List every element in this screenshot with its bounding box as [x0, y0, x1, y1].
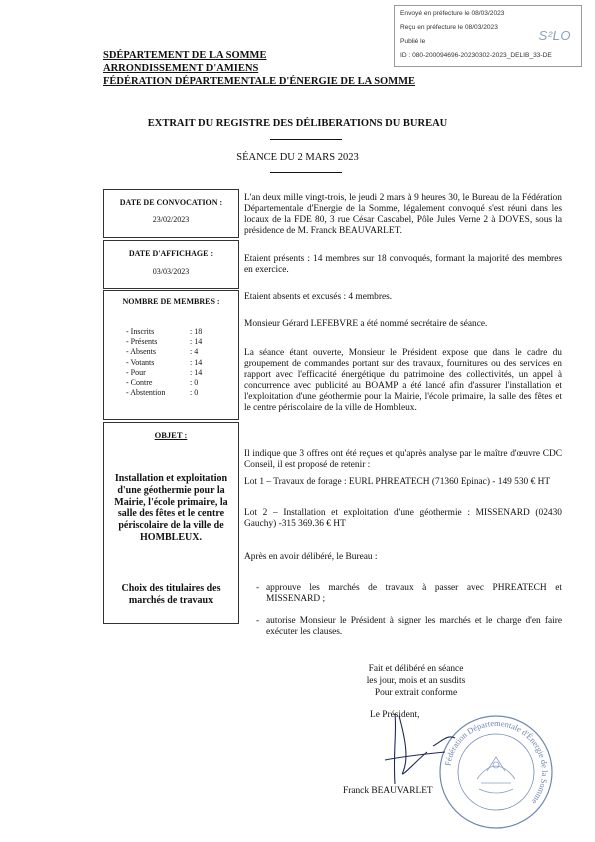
lot-1: Lot 1 – Travaux de forage : EURL PHREATECH (71360 Epinac) - 149 530 € HT — [244, 477, 551, 487]
lot-2: Lot 2 – Installation et exploitation d'une géothermie : MISSENARD (02430 Gauchy) -315 369.36 € HT — [244, 508, 562, 530]
members-label: NOMBRE DE MEMBRES : — [122, 297, 220, 306]
signature-line-2: les jour, mois et an susdits — [366, 676, 466, 686]
stamp-published: Publié le — [400, 38, 426, 45]
stamp-id: ID : 080-200094696-20230302-2023_DELIB_33-DE — [400, 52, 552, 59]
member-count-value: : 4 — [190, 347, 199, 357]
signature-name: Franck BEAUVARLET — [343, 786, 433, 796]
member-count-value: : 0 — [190, 378, 199, 387]
title-divider — [270, 139, 342, 140]
member-count-label: - Contre — [126, 378, 153, 387]
affichage-box — [103, 240, 239, 289]
member-count-value: : 14 — [190, 367, 203, 377]
signature-line-3: Pour extrait conforme — [374, 688, 458, 698]
objet-title: Installation et exploitation d'une géothermie pour la Mairie, l'école primaire, la salle des fêtes et le centre périscolaire de la ville de HOMBLEUX. — [114, 473, 228, 543]
stamp-sent: Envoyé en préfecture le 08/03/2023 — [400, 10, 505, 17]
paragraph-opening: L'an deux mille vingt-trois, le jeudi 2 mars à 9 heures 30, le Bureau de la Fédération Départementale d'Energie de la Somme, légalement convoqué s'est réuni dans les locaux de la FDE 80, 3 rue César Cascabel, Pôle Jules Verne 2 à DOVES, sous la présidence de M. Franck BEAUVARLET. — [244, 193, 562, 237]
affichage-value: 03/03/2023 — [152, 267, 190, 276]
paragraph-offers: Il indique que 3 offres ont été reçues et qu'après analyse par le maître d'œuvre CDC Conseil, il est proposé de retenir : — [244, 449, 562, 471]
paragraph-presents: Etaient présents : 14 membres sur 18 convoqués, formant la majorité des membres en exercice. — [244, 254, 562, 276]
bullet-dash: - — [256, 583, 260, 593]
decision-item-approve: approuve les marchés de travaux à passer avec PHREATECH et MISSENARD ; — [266, 583, 562, 605]
paragraph-secretary: Monsieur Gérard LEFEBVRE a été nommé secrétaire de séance. — [244, 319, 488, 329]
member-count-value: : 18 — [190, 327, 203, 336]
handwritten-signature-icon — [375, 712, 495, 792]
paragraph-expose: La séance étant ouverte, Monsieur le Président expose que dans le cadre du groupement de commandes portant sur des travaux, fournitures ou des services en rapport avec l'efficacité énergétique du patrimoine des collectivités, un appel à concurrence avec publicité au BOAMP a été lancé afin d'assurer l'installation et l'exploitation d'une géothermie pour la Mairie, l'école primaire, la salle des fêtes et le centre périscolaire de la ville de Hombleux. — [244, 348, 562, 414]
member-count-label: - Présents — [126, 337, 158, 347]
slo-logo-icon: S²LO — [538, 28, 571, 43]
objet-box — [103, 422, 239, 624]
convocation-box — [103, 189, 239, 238]
decision-item-authorize: autorise Monsieur le Président à signer les marchés et le charge d'en faire exécuter les clauses. — [266, 616, 562, 638]
member-count-value: : 14 — [190, 337, 203, 347]
objet-label: OBJET : — [154, 430, 188, 440]
members-box — [103, 290, 239, 420]
seance-divider — [270, 172, 342, 173]
member-count-value: : 0 — [190, 388, 199, 398]
stamp-received: Reçu en préfecture le 08/03/2023 — [400, 24, 498, 31]
paragraph-absents: Etaient absents et excusés : 4 membres. — [244, 292, 393, 302]
prefecture-stamp — [394, 5, 582, 67]
objet-subtitle: Choix des titulaires des marchés de travaux — [121, 583, 221, 606]
header-department: SDÉPARTEMENT DE LA SOMME — [103, 50, 267, 61]
member-count-label: - Abstention — [126, 388, 166, 398]
paragraph-deliberation: Après en avoir délibéré, le Bureau : — [244, 552, 378, 562]
member-count-label: - Inscrits — [126, 327, 155, 336]
header-federation: FÉDÉRATION DÉPARTEMENTALE D'ÉNERGIE DE LA SOMME — [103, 76, 416, 87]
member-count-label: - Votants — [126, 357, 155, 367]
signature-president-label: Le Président, — [370, 710, 420, 720]
page-title: EXTRAIT DU REGISTRE DES DÉLIBERATIONS DU BUREAU — [147, 118, 448, 129]
header-arrondissement: ARRONDISSEMENT D'AMIENS — [103, 63, 259, 74]
member-count-value: : 14 — [190, 357, 203, 367]
seance-date: SÉANCE DU 2 MARS 2023 — [236, 152, 359, 163]
signature-line-1: Fait et délibéré en séance — [368, 664, 464, 674]
convocation-label: DATE DE CONVOCATION : — [119, 198, 223, 207]
convocation-value: 23/02/2023 — [152, 215, 190, 224]
bullet-dash: - — [256, 616, 260, 626]
member-count-label: - Pour — [126, 367, 146, 377]
svg-text:Fédération Départementale d'Én: Fédération Départementale d'Énergie de la Somme — [443, 718, 550, 806]
member-count-label: - Absents — [126, 347, 156, 357]
affichage-label: DATE D'AFFICHAGE : — [128, 249, 214, 258]
